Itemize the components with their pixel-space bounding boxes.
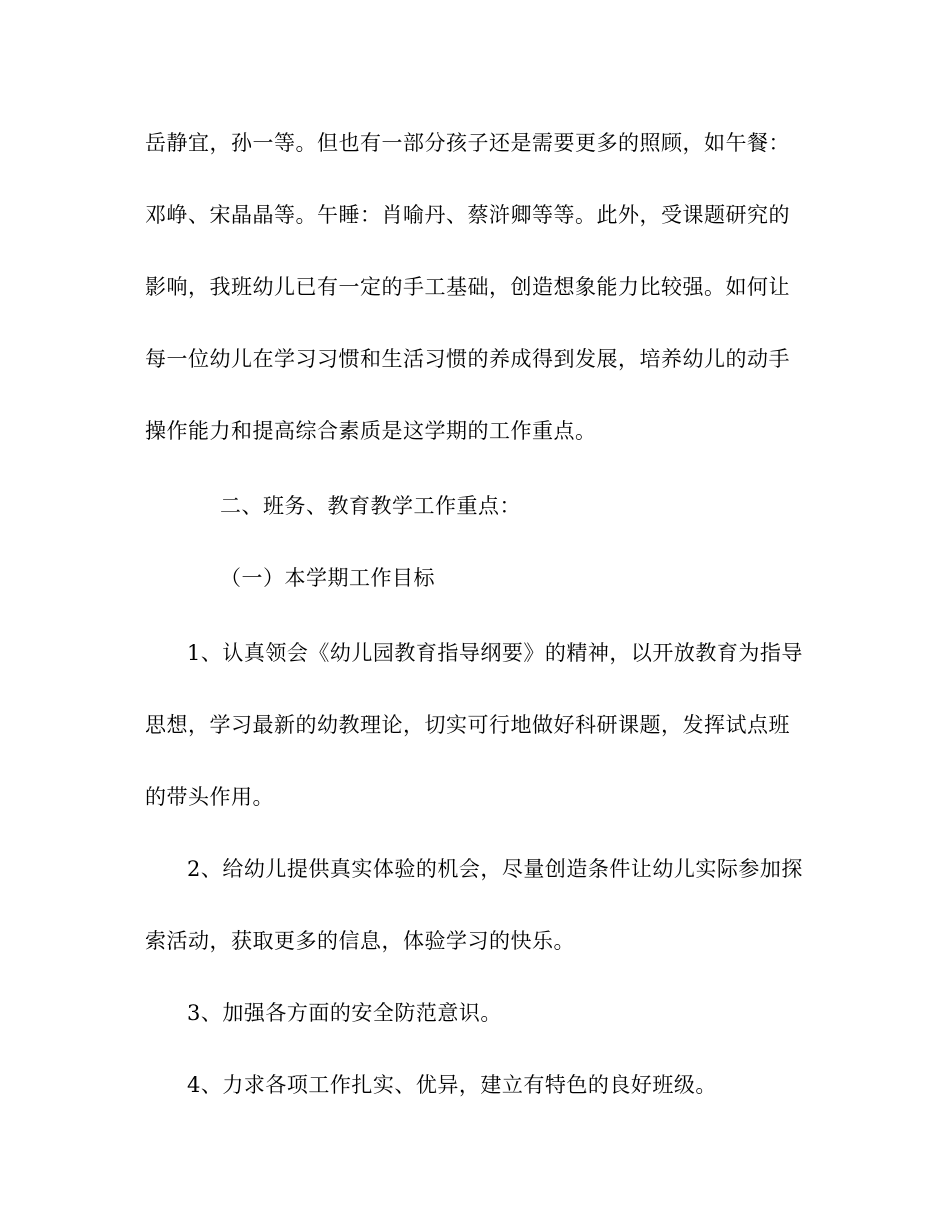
paragraph-line: 影响，我班幼儿已有一定的手工基础，创造想象能力比较强。如何让: [145, 275, 790, 299]
paragraph-line: 邓峥、宋晶晶等。午睡：肖喻丹、蔡浒卿等等。此外，受课题研究的: [145, 203, 790, 227]
list-item-3: 3、加强各方面的安全防范意识。: [187, 1001, 502, 1025]
section-heading: 二、班务、教育教学工作重点：: [220, 494, 521, 518]
list-item-2-line: 索活动，获取更多的信息，体验学习的快乐。: [145, 929, 575, 953]
list-item-1-line: 的带头作用。: [145, 785, 274, 809]
subsection-heading: （一）本学期工作目标: [220, 566, 435, 590]
list-item-4: 4、力求各项工作扎实、优异，建立有特色的良好班级。: [187, 1073, 717, 1097]
paragraph-line: 操作能力和提高综合素质是这学期的工作重点。: [145, 419, 597, 443]
list-item-1-line: 思想，学习最新的幼教理论，切实可行地做好科研课题，发挥试点班: [145, 713, 790, 737]
list-item-2-line: 2、给幼儿提供真实体验的机会，尽量创造条件让幼儿实际参加探: [187, 857, 803, 881]
paragraph-line: 岳静宜，孙一等。但也有一部分孩子还是需要更多的照顾，如午餐：: [145, 131, 790, 155]
list-item-1-line: 1、认真领会《幼儿园教育指导纲要》的精神，以开放教育为指导: [187, 641, 803, 665]
paragraph-line: 每一位幼儿在学习习惯和生活习惯的养成得到发展，培养幼儿的动手: [145, 347, 790, 371]
